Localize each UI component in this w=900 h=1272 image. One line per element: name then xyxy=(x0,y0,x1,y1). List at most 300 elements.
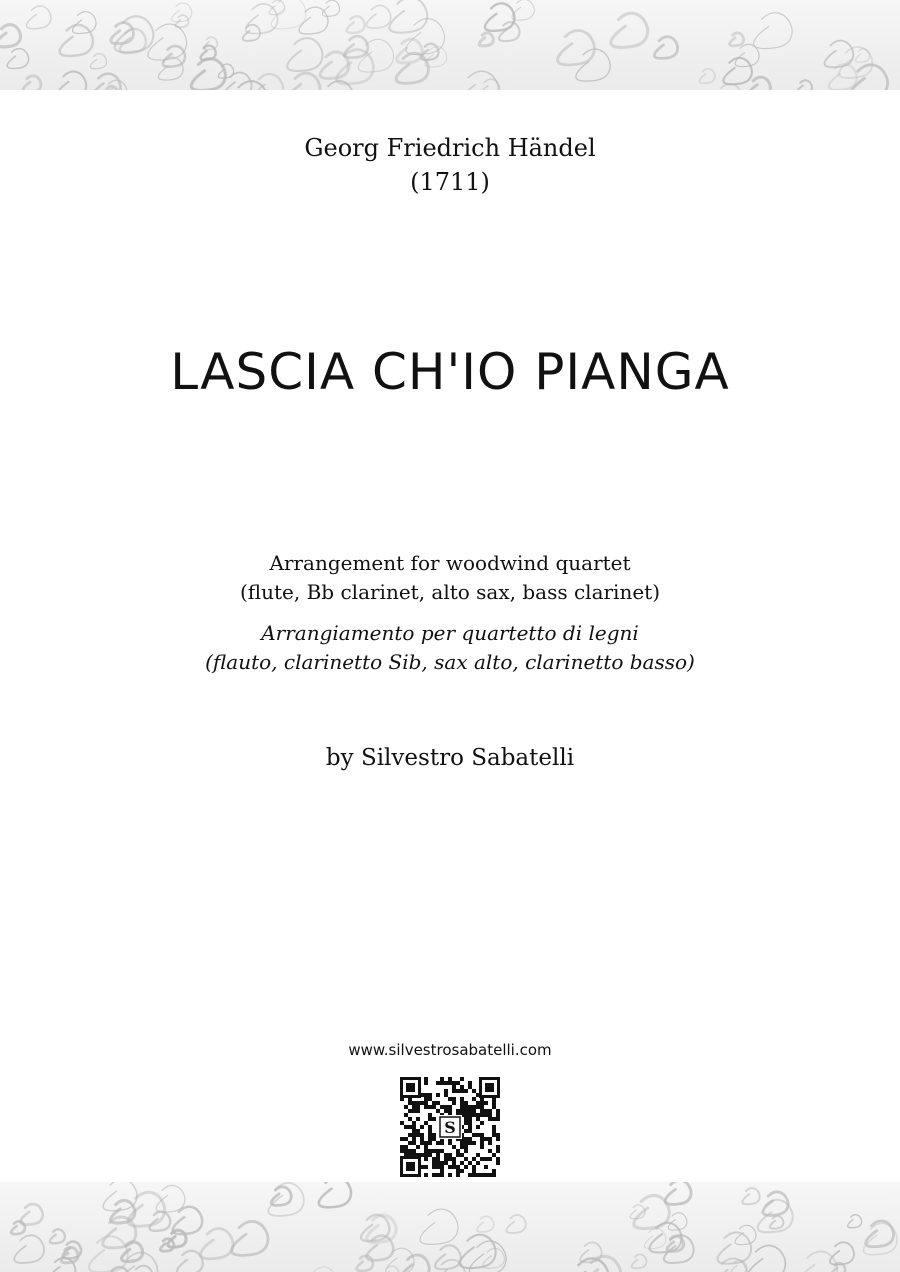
qr-module xyxy=(472,1113,476,1117)
qr-module xyxy=(464,1137,468,1141)
qr-module xyxy=(464,1089,468,1093)
qr-module xyxy=(432,1101,436,1105)
qr-module xyxy=(456,1153,460,1157)
qr-module xyxy=(496,1157,500,1161)
ornament-swirl xyxy=(611,13,648,47)
qr-module xyxy=(440,1081,444,1085)
qr-module xyxy=(412,1137,416,1141)
qr-module xyxy=(484,1157,488,1161)
ornament-swirl xyxy=(57,71,86,90)
qr-module xyxy=(452,1101,456,1105)
ornament-swirl xyxy=(7,49,28,69)
arrangement-italian: Arrangiamento per quartetto di legni xyxy=(261,621,639,645)
qr-module xyxy=(456,1165,460,1169)
qr-module xyxy=(424,1093,428,1097)
qr-module xyxy=(464,1105,468,1109)
qr-module xyxy=(444,1093,448,1097)
qr-module xyxy=(480,1109,484,1113)
ornament-swirl xyxy=(830,1242,854,1264)
qr-module xyxy=(464,1165,468,1169)
qr-module xyxy=(488,1149,492,1153)
qr-module xyxy=(488,1117,492,1121)
qr-module xyxy=(428,1117,432,1121)
qr-module xyxy=(404,1125,408,1129)
qr-module xyxy=(460,1085,464,1089)
qr-module xyxy=(484,1165,488,1169)
ornament-swirl xyxy=(191,59,225,90)
qr-module xyxy=(408,1117,412,1121)
qr-module xyxy=(408,1109,412,1113)
qr-module xyxy=(432,1161,436,1165)
qr-module xyxy=(424,1141,428,1145)
ornament-swirl xyxy=(288,73,319,90)
qr-module xyxy=(468,1117,472,1121)
qr-code-icon[interactable] xyxy=(400,1077,500,1177)
ornament-swirl xyxy=(848,1215,862,1228)
qr-module xyxy=(492,1173,496,1177)
qr-module xyxy=(444,1089,448,1093)
bottom-ornamental-border xyxy=(0,1182,900,1272)
qr-module xyxy=(472,1133,476,1137)
qr-module xyxy=(452,1145,456,1149)
ornament-swirl xyxy=(103,1182,137,1211)
top-ornamental-border xyxy=(0,0,900,90)
qr-finder-bottom-left xyxy=(400,1156,421,1177)
qr-module xyxy=(412,1129,416,1133)
qr-module xyxy=(492,1101,496,1105)
qr-module xyxy=(404,1137,408,1141)
qr-module xyxy=(452,1165,456,1169)
composition-year: (1711) xyxy=(410,168,490,196)
qr-module xyxy=(472,1089,476,1093)
qr-module xyxy=(424,1157,428,1161)
qr-module xyxy=(480,1113,484,1117)
qr-module xyxy=(432,1173,436,1177)
qr-module xyxy=(440,1149,444,1153)
qr-module xyxy=(472,1169,476,1173)
qr-module xyxy=(480,1141,484,1145)
qr-logo-letter: S xyxy=(444,1118,456,1137)
qr-module xyxy=(416,1117,420,1121)
qr-module xyxy=(460,1169,464,1173)
qr-module xyxy=(448,1105,452,1109)
qr-module xyxy=(436,1153,440,1157)
qr-module xyxy=(476,1101,480,1105)
qr-module xyxy=(432,1137,436,1141)
qr-module xyxy=(448,1165,452,1169)
qr-module xyxy=(424,1165,428,1169)
qr-module xyxy=(448,1097,452,1101)
qr-module xyxy=(400,1145,404,1149)
qr-module xyxy=(456,1169,460,1173)
ornament-swirl xyxy=(158,57,183,80)
qr-module xyxy=(448,1157,452,1161)
qr-module xyxy=(476,1125,480,1129)
qr-module xyxy=(400,1149,404,1153)
qr-module xyxy=(476,1113,480,1117)
qr-module xyxy=(456,1173,460,1177)
ornament-swirl xyxy=(824,41,853,68)
qr-module xyxy=(464,1113,468,1117)
qr-module xyxy=(468,1105,472,1109)
qr-module xyxy=(448,1077,452,1081)
qr-module xyxy=(428,1093,432,1097)
ornament-swirl xyxy=(347,16,365,33)
qr-module xyxy=(472,1097,476,1101)
instruments-italian: (flauto, clarinetto Sib, sax alto, clarinetto basso) xyxy=(205,650,695,674)
qr-module xyxy=(424,1101,428,1105)
ornament-swirl xyxy=(479,33,493,46)
qr-module xyxy=(480,1133,484,1137)
ornament-swirl xyxy=(177,1251,203,1272)
page-title: LASCIA CH'IO PIANGA xyxy=(170,343,730,401)
ornament-swirl xyxy=(557,30,594,64)
ornament-swirl xyxy=(232,1221,268,1255)
qr-module xyxy=(472,1173,476,1177)
qr-module xyxy=(440,1169,444,1173)
qr-module xyxy=(476,1105,480,1109)
qr-module xyxy=(480,1173,484,1177)
ornament-swirl xyxy=(148,24,187,60)
qr-module xyxy=(496,1161,500,1165)
ornament-swirl xyxy=(60,25,93,56)
qr-module xyxy=(408,1149,412,1153)
qr-module xyxy=(480,1101,484,1105)
qr-module xyxy=(464,1121,468,1125)
qr-module xyxy=(416,1109,420,1113)
ornament-swirl xyxy=(420,1209,458,1244)
qr-module xyxy=(420,1133,424,1137)
qr-module xyxy=(452,1157,456,1161)
qr-module xyxy=(492,1117,496,1121)
qr-module xyxy=(492,1133,496,1137)
qr-module xyxy=(496,1133,500,1137)
arrangement-english: Arrangement for woodwind quartet xyxy=(269,551,631,575)
ornament-swirl xyxy=(287,38,322,71)
ornament-swirl xyxy=(26,6,50,29)
qr-module xyxy=(448,1153,452,1157)
qr-module xyxy=(428,1133,432,1137)
qr-module xyxy=(420,1125,424,1129)
qr-module xyxy=(440,1165,444,1169)
qr-center-logo xyxy=(438,1115,462,1139)
ornament-swirl xyxy=(749,77,771,90)
qr-module xyxy=(460,1153,464,1157)
qr-module xyxy=(432,1149,436,1153)
qr-module xyxy=(472,1157,476,1161)
qr-module xyxy=(464,1149,468,1153)
qr-module xyxy=(412,1133,416,1137)
qr-module xyxy=(484,1137,488,1141)
qr-module xyxy=(436,1161,440,1165)
qr-module xyxy=(496,1109,500,1113)
qr-module xyxy=(468,1121,472,1125)
qr-module xyxy=(480,1157,484,1161)
qr-module xyxy=(412,1109,416,1113)
qr-module xyxy=(492,1125,496,1129)
ornament-swirl xyxy=(200,1229,232,1259)
qr-module xyxy=(452,1161,456,1165)
qr-module xyxy=(416,1145,420,1149)
ornament-swirl xyxy=(14,1235,44,1263)
qr-module xyxy=(412,1125,416,1129)
qr-module xyxy=(452,1089,456,1093)
qr-module xyxy=(472,1109,476,1113)
qr-module xyxy=(412,1149,416,1153)
qr-module xyxy=(404,1113,408,1117)
qr-module xyxy=(428,1113,432,1117)
qr-module xyxy=(456,1149,460,1153)
qr-module xyxy=(476,1133,480,1137)
qr-module xyxy=(464,1141,468,1145)
qr-module xyxy=(420,1101,424,1105)
qr-module xyxy=(480,1145,484,1149)
ornament-swirl xyxy=(797,80,812,90)
qr-module xyxy=(440,1141,444,1145)
qr-module xyxy=(432,1165,436,1169)
qr-module xyxy=(424,1173,428,1177)
qr-module xyxy=(424,1081,428,1085)
qr-module xyxy=(416,1133,420,1137)
qr-module xyxy=(428,1129,432,1133)
ornament-pattern-top xyxy=(0,0,900,90)
qr-module xyxy=(460,1077,464,1081)
qr-module xyxy=(476,1117,480,1121)
ornament-swirl xyxy=(742,1188,759,1204)
qr-module xyxy=(428,1097,432,1101)
ornament-swirl xyxy=(89,1236,128,1272)
qr-module xyxy=(436,1157,440,1161)
ornament-swirl xyxy=(477,1216,494,1232)
qr-module xyxy=(432,1157,436,1161)
ornament-swirl xyxy=(319,1182,351,1207)
ornament-swirl xyxy=(308,1267,335,1272)
qr-module xyxy=(476,1173,480,1177)
ornament-swirl xyxy=(460,1235,496,1268)
qr-module xyxy=(492,1169,496,1173)
qr-module xyxy=(468,1113,472,1117)
ornament-swirl xyxy=(632,1254,647,1268)
ornament-swirl xyxy=(357,1256,373,1271)
ornament-swirl xyxy=(799,1251,837,1272)
qr-module xyxy=(496,1113,500,1117)
qr-module xyxy=(428,1137,432,1141)
ornament-swirl xyxy=(735,44,759,66)
qr-module xyxy=(444,1161,448,1165)
qr-module xyxy=(432,1133,436,1137)
qr-module xyxy=(496,1149,500,1153)
qr-module xyxy=(436,1149,440,1153)
qr-module xyxy=(456,1089,460,1093)
qr-module xyxy=(488,1157,492,1161)
qr-module xyxy=(408,1101,412,1105)
qr-module xyxy=(408,1133,412,1137)
qr-module xyxy=(444,1081,448,1085)
qr-module xyxy=(412,1121,416,1125)
qr-module xyxy=(448,1173,452,1177)
qr-module xyxy=(468,1161,472,1165)
ornament-swirl xyxy=(366,5,390,28)
qr-module xyxy=(424,1105,428,1109)
qr-module xyxy=(436,1141,440,1145)
qr-module xyxy=(400,1137,404,1141)
qr-module xyxy=(428,1141,432,1145)
qr-module xyxy=(456,1081,460,1085)
ornament-swirl xyxy=(389,0,427,33)
qr-module xyxy=(464,1101,468,1105)
ornament-swirl xyxy=(460,71,498,90)
qr-module xyxy=(424,1097,428,1101)
ornament-swirl xyxy=(111,23,134,44)
qr-module xyxy=(476,1153,480,1157)
ornament-swirl xyxy=(396,53,428,83)
ornament-swirl xyxy=(654,37,677,59)
ornament-swirl xyxy=(345,36,368,58)
qr-module xyxy=(444,1105,448,1109)
instruments-english: (flute, Bb clarinet, alto sax, bass clarinet) xyxy=(240,580,660,604)
qr-module xyxy=(444,1153,448,1157)
qr-module xyxy=(420,1141,424,1145)
qr-module xyxy=(460,1109,464,1113)
qr-module xyxy=(464,1109,468,1113)
qr-module xyxy=(488,1109,492,1113)
ornament-swirl xyxy=(90,54,106,69)
qr-module xyxy=(488,1113,492,1117)
qr-module xyxy=(496,1137,500,1141)
qr-module xyxy=(448,1109,452,1113)
qr-module xyxy=(436,1081,440,1085)
ornament-swirl xyxy=(855,49,869,62)
qr-module xyxy=(464,1129,468,1133)
qr-module xyxy=(484,1101,488,1105)
qr-module xyxy=(464,1117,468,1121)
ornament-swirl xyxy=(748,1246,786,1272)
ornament-swirl xyxy=(506,1215,525,1233)
ornament-swirl xyxy=(172,3,192,22)
qr-module xyxy=(400,1121,404,1125)
qr-module xyxy=(424,1149,428,1153)
qr-module xyxy=(492,1105,496,1109)
qr-module xyxy=(468,1129,472,1133)
qr-module xyxy=(412,1101,416,1105)
qr-module xyxy=(440,1077,444,1081)
ornament-swirl xyxy=(435,1245,461,1269)
ornament-swirl xyxy=(485,3,514,30)
ornament-swirl xyxy=(723,58,751,84)
qr-module xyxy=(420,1137,424,1141)
ornament-swirl xyxy=(499,22,519,41)
qr-module xyxy=(404,1105,408,1109)
ornament-swirl xyxy=(0,25,20,47)
qr-module xyxy=(492,1129,496,1133)
ornament-swirl xyxy=(754,13,792,49)
qr-module xyxy=(404,1149,408,1153)
qr-module xyxy=(480,1105,484,1109)
qr-module xyxy=(440,1105,444,1109)
qr-module xyxy=(428,1153,432,1157)
qr-module xyxy=(484,1173,488,1177)
qr-module xyxy=(472,1165,476,1169)
qr-module xyxy=(496,1145,500,1149)
ornament-swirl xyxy=(322,0,339,16)
qr-module xyxy=(428,1105,432,1109)
qr-module xyxy=(424,1077,428,1081)
ornament-pattern-bottom xyxy=(0,1182,900,1272)
qr-module xyxy=(468,1081,472,1085)
qr-module xyxy=(432,1105,436,1109)
qr-module xyxy=(464,1145,468,1149)
qr-module xyxy=(460,1141,464,1145)
qr-module xyxy=(488,1141,492,1145)
composer-name: Georg Friedrich Händel xyxy=(304,134,596,162)
ornament-swirl xyxy=(73,12,96,34)
qr-module xyxy=(416,1105,420,1109)
qr-module xyxy=(460,1089,464,1093)
qr-module xyxy=(460,1101,464,1105)
qr-module xyxy=(424,1145,428,1149)
qr-module xyxy=(436,1173,440,1177)
ornament-swirl xyxy=(665,1182,691,1204)
qr-module xyxy=(456,1109,460,1113)
qr-module xyxy=(484,1113,488,1117)
ornament-swirl xyxy=(402,1255,430,1272)
qr-module xyxy=(440,1173,444,1177)
qr-module xyxy=(460,1161,464,1165)
ornament-swirl xyxy=(50,1229,65,1243)
qr-module xyxy=(436,1165,440,1169)
qr-module xyxy=(448,1081,452,1085)
qr-module xyxy=(440,1161,444,1165)
qr-module xyxy=(452,1085,456,1089)
qr-module xyxy=(464,1157,468,1161)
qr-finder-top-left xyxy=(400,1077,421,1098)
qr-module xyxy=(496,1117,500,1121)
qr-module xyxy=(472,1141,476,1145)
qr-module xyxy=(484,1109,488,1113)
qr-module xyxy=(436,1109,440,1113)
qr-module xyxy=(480,1137,484,1141)
ornament-swirl xyxy=(730,33,744,46)
qr-module xyxy=(492,1153,496,1157)
qr-module xyxy=(460,1097,464,1101)
arranger-byline: by Silvestro Sabatelli xyxy=(325,745,575,771)
ornament-swirl xyxy=(11,1221,25,1234)
ornament-swirl xyxy=(570,1258,608,1272)
ornament-swirl xyxy=(231,81,268,90)
qr-module xyxy=(452,1097,456,1101)
qr-module xyxy=(432,1117,436,1121)
qr-module xyxy=(468,1137,472,1141)
ornament-swirl xyxy=(23,76,41,90)
qr-module xyxy=(468,1109,472,1113)
qr-module xyxy=(488,1173,492,1177)
qr-module xyxy=(424,1121,428,1125)
qr-module xyxy=(460,1145,464,1149)
ornament-swirl xyxy=(770,1216,784,1229)
qr-module xyxy=(452,1081,456,1085)
qr-module xyxy=(460,1105,464,1109)
qr-module xyxy=(488,1137,492,1141)
qr-module xyxy=(416,1101,420,1105)
website-link[interactable]: www.silvestrosabatelli.com xyxy=(348,1041,552,1059)
qr-module xyxy=(468,1173,472,1177)
qr-module xyxy=(444,1109,448,1113)
qr-module xyxy=(408,1141,412,1145)
qr-module xyxy=(436,1093,440,1097)
qr-module xyxy=(444,1157,448,1161)
qr-module xyxy=(424,1153,428,1157)
qr-module xyxy=(412,1105,416,1109)
